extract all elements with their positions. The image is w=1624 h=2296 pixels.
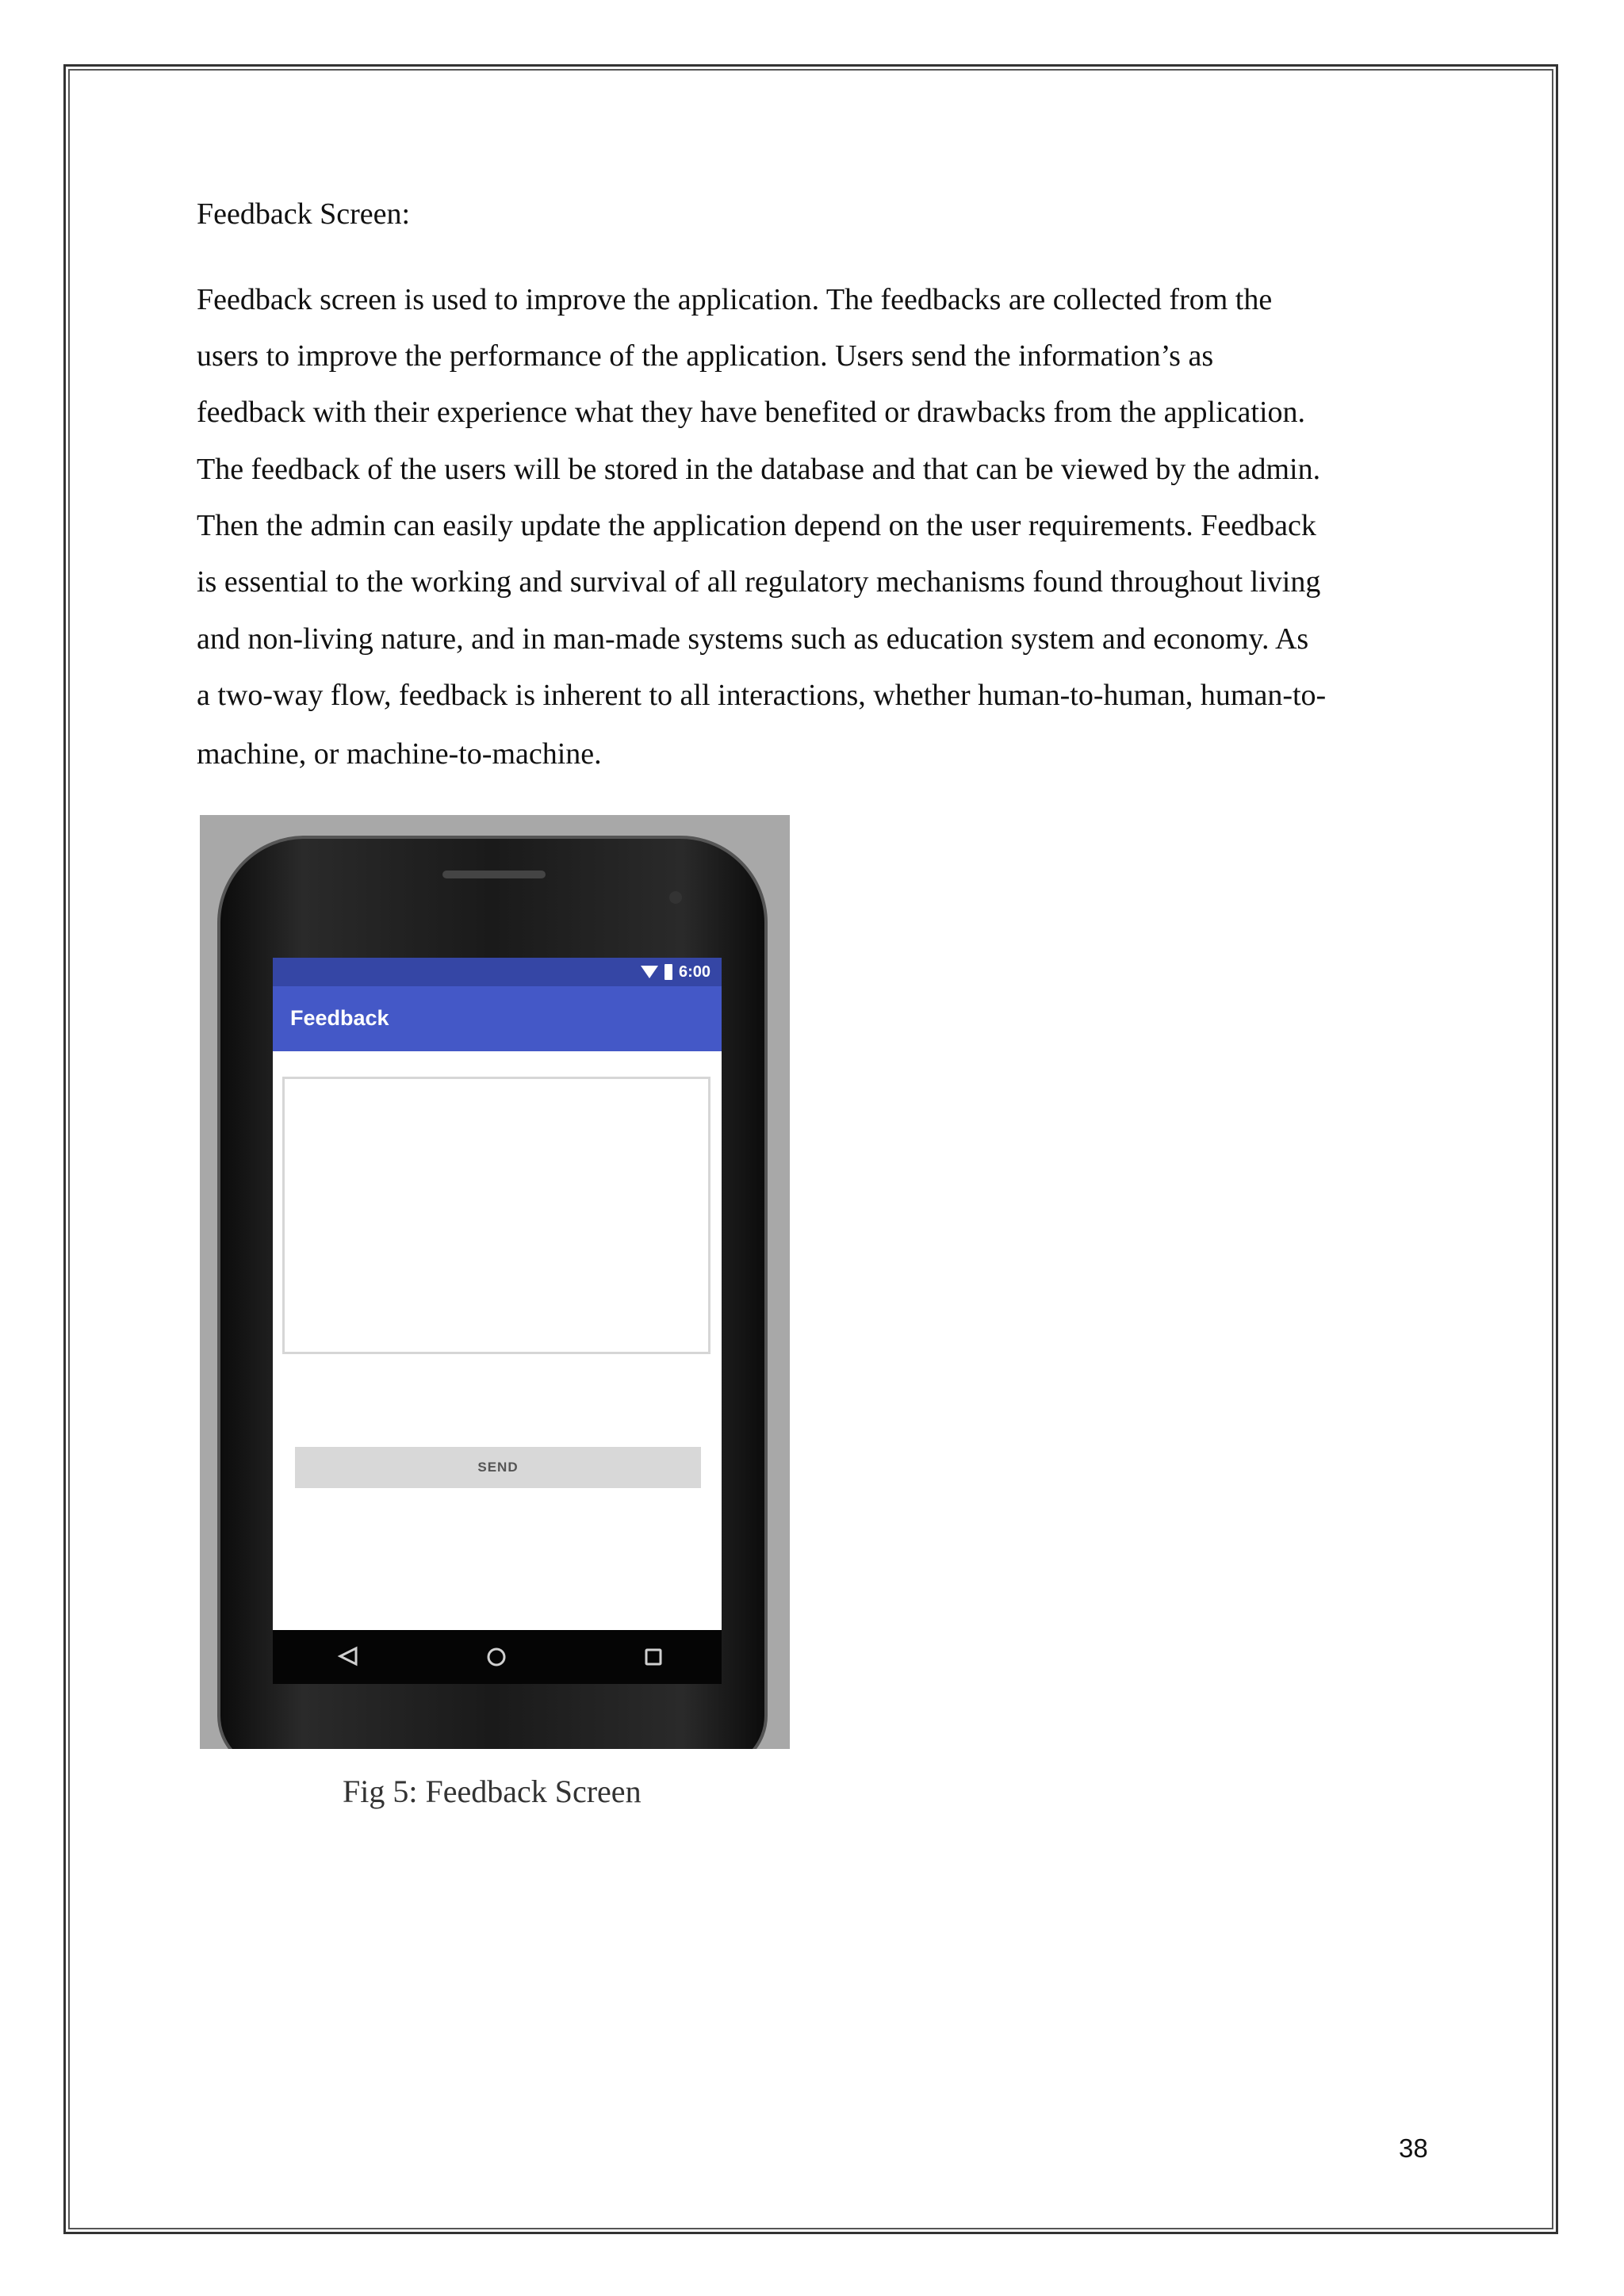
paragraph-line: feedback with their experience what they have benefited or drawbacks from the application.	[197, 396, 1306, 429]
status-time: 6:00	[678, 962, 710, 981]
feedback-input[interactable]	[282, 1077, 710, 1354]
figure-caption: Fig 5: Feedback Screen	[343, 1774, 642, 1809]
phone-screen	[273, 958, 722, 1684]
paragraph-line: users to improve the performance of the application. Users send the information’s as	[197, 339, 1214, 373]
app-bar	[273, 986, 722, 1051]
app-title: Feedback	[290, 1006, 389, 1030]
navigation-bar	[273, 1630, 722, 1684]
wifi-icon	[641, 966, 658, 978]
paragraph-line: is essential to the working and survival of all regulatory mechanisms found throughout living	[197, 565, 1321, 599]
paragraph-line: Then the admin can easily update the application depend on the user requirements. Feedback	[197, 509, 1316, 542]
section-heading: Feedback Screen:	[197, 197, 411, 231]
status-bar	[273, 958, 722, 986]
send-button[interactable]: SEND	[295, 1447, 701, 1488]
page-number: 38	[1399, 2133, 1428, 2163]
paragraph-line: machine, or machine-to-machine.	[197, 737, 602, 771]
phone-screenshot-figure	[200, 815, 790, 1749]
phone-camera	[669, 891, 682, 904]
battery-icon	[665, 964, 672, 980]
paragraph-line: The feedback of the users will be stored in the database and that can be viewed by the admin.	[197, 453, 1321, 486]
recents-icon[interactable]	[643, 1647, 664, 1667]
home-icon[interactable]	[485, 1646, 508, 1668]
paragraph-line: a two-way flow, feedback is inherent to all interactions, whether human-to-human, human-to-	[197, 679, 1327, 712]
paragraph-line: and non-living nature, and in man-made systems such as education system and economy. As	[197, 622, 1309, 656]
paragraph-line: Feedback screen is used to improve the application. The feedbacks are collected from the	[197, 283, 1273, 316]
back-icon[interactable]	[336, 1644, 360, 1668]
phone-body	[217, 836, 768, 1749]
status-icons	[641, 961, 710, 983]
phone-speaker	[442, 871, 546, 878]
